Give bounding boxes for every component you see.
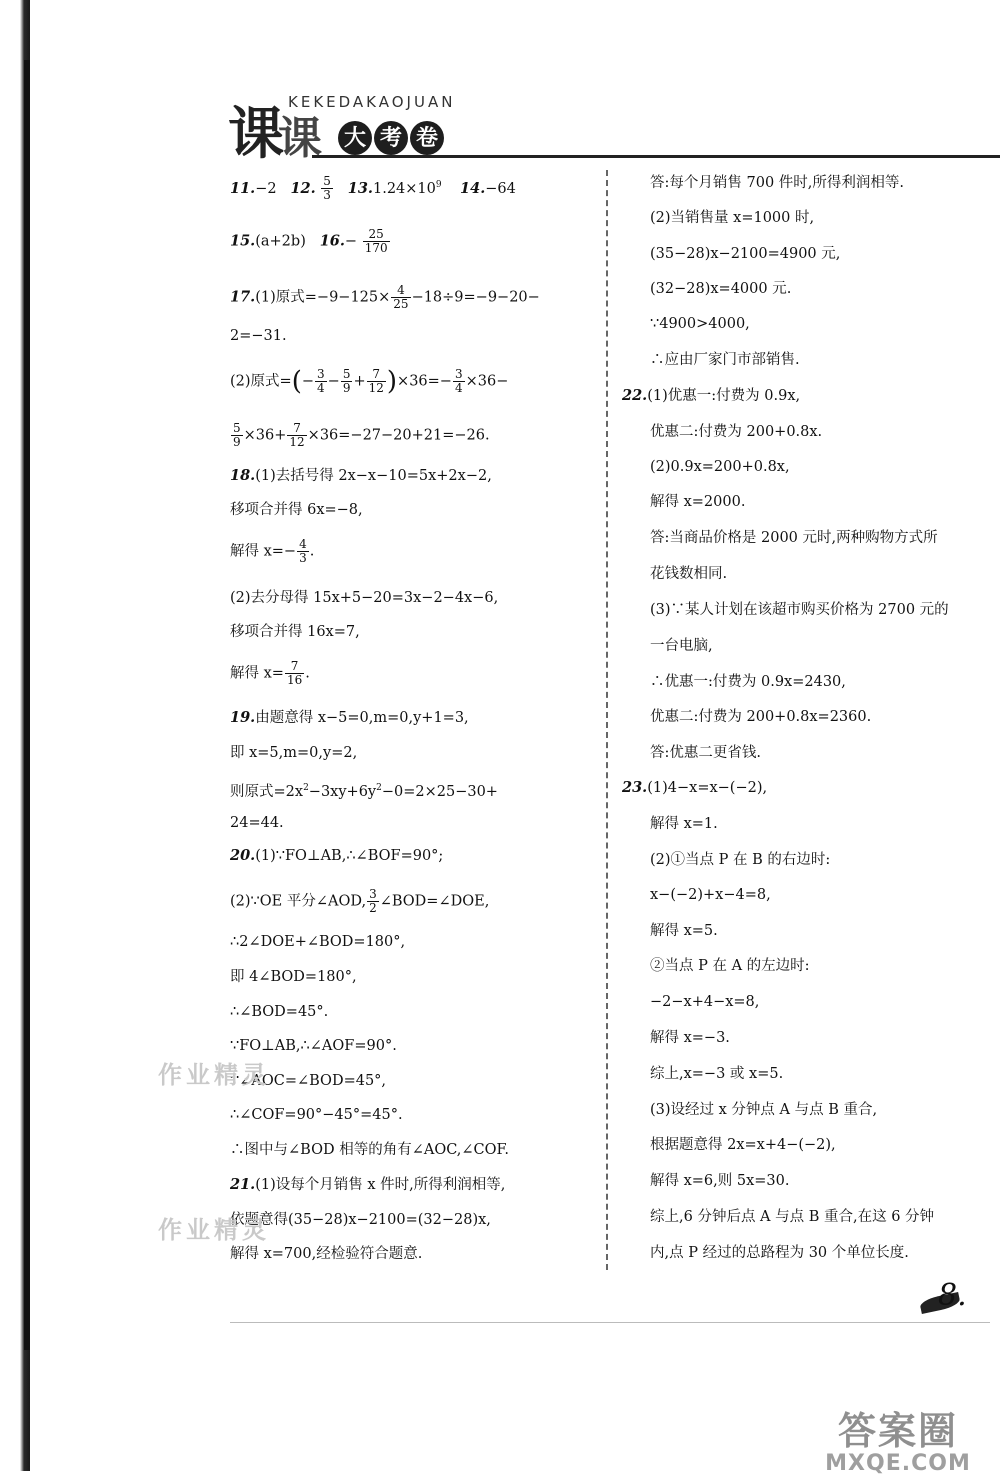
- q13-number: 13.: [347, 179, 373, 197]
- answer-line: [230, 888, 489, 915]
- stamp-watermark: 作业精灵: [158, 1061, 270, 1089]
- numerator: 5: [233, 421, 241, 435]
- text: .: [309, 543, 315, 560]
- fraction: [287, 422, 306, 449]
- text: ×36+: [243, 427, 287, 444]
- fraction: [285, 660, 304, 687]
- answer-line: 答:每个月销售 700 件时,所得利润相等.: [650, 175, 904, 191]
- column-divider: [606, 170, 608, 1270]
- answer-line: [230, 422, 490, 449]
- scan-edge: [0, 0, 30, 1471]
- denominator: 16: [286, 673, 303, 687]
- q15-answer: (a+2b): [255, 233, 306, 250]
- exponent: 2: [303, 783, 309, 793]
- text: (1)设每个月销售 x 件时,所得利润相等,: [255, 1177, 506, 1193]
- text: −: [327, 373, 340, 390]
- text: (2)∵OE 平分∠AOD,: [230, 893, 367, 910]
- answer-line: (3)设经过 x 分钟点 A 与点 B 重合,: [650, 1102, 878, 1118]
- answer-line: 移项合并得 16x=7,: [230, 624, 360, 640]
- answer-line: 根据题意得 2x=x+4−(−2),: [650, 1137, 836, 1153]
- text: 解得 x=: [230, 665, 284, 682]
- answer-line: [230, 1175, 505, 1195]
- answer-line: [230, 846, 443, 866]
- denominator: 3: [299, 551, 307, 565]
- q20-number: 20.: [230, 847, 256, 864]
- paren: ): [386, 366, 398, 397]
- q13-answer: 1.24×10: [372, 180, 436, 197]
- text: ×36=−: [397, 373, 452, 390]
- answer-line: (3)∵某人计划在该超市购买价格为 2700 元的: [650, 602, 949, 618]
- q21-number: 21.: [230, 1176, 256, 1193]
- answer-line: 解得 x=6,则 5x=30.: [650, 1173, 790, 1189]
- q11-number: 11.: [230, 179, 256, 197]
- answer-line: 即 4∠BOD=180°,: [230, 969, 357, 985]
- answer-line: 优惠二:付费为 200+0.8x=2360.: [650, 709, 872, 725]
- text: −0=2×25−30+: [381, 783, 498, 800]
- denominator: 2: [369, 901, 377, 915]
- answer-line: [230, 660, 310, 687]
- page-number: 8.: [938, 1278, 967, 1313]
- answer-line: 答:当商品价格是 2000 元时,两种购物方式所: [650, 530, 938, 546]
- answer-line: 一台电脑,: [650, 638, 713, 654]
- answer-line: 优惠二:付费为 200+0.8x.: [650, 424, 823, 440]
- q18-number: 18.: [230, 467, 256, 484]
- answer-line: ∵4900>4000,: [650, 316, 750, 332]
- fraction: [391, 284, 410, 311]
- q19-number: 19.: [230, 709, 256, 726]
- text: .: [305, 665, 310, 682]
- answer-line: ∴应由厂家门市部销售.: [650, 352, 800, 368]
- answer-line: [230, 175, 516, 202]
- denominator: 4: [317, 381, 325, 395]
- numerator: 7: [285, 660, 304, 674]
- fraction: [367, 888, 379, 915]
- answer-line: [230, 708, 469, 728]
- answer-line: [622, 778, 767, 798]
- text: ×36−: [465, 373, 509, 390]
- answer-line: 综上,x=−3 或 x=5.: [650, 1066, 784, 1082]
- answer-line: 解得 x=2000.: [650, 494, 746, 510]
- answer-line: −2−x+4−x=8,: [650, 994, 760, 1010]
- text: ∠BOD=∠DOE,: [379, 893, 490, 910]
- text: ×36=−27−20+21=−26.: [307, 427, 490, 444]
- numerator: 3: [369, 887, 377, 901]
- answer-line: 花钱数相同.: [650, 566, 728, 582]
- answer-line: 解得 x=−3.: [650, 1030, 730, 1046]
- denominator: 12: [368, 381, 384, 395]
- answer-line: (32−28)x=4000 元.: [650, 281, 792, 297]
- text: (1)原式=−9−125×: [255, 289, 391, 306]
- text: 解得 x=−: [230, 543, 297, 560]
- q17-number: 17.: [230, 288, 256, 306]
- denominator: 170: [364, 241, 388, 255]
- numerator: 5: [342, 367, 351, 381]
- answer-line: 2=−31.: [230, 328, 287, 344]
- answer-line: ∵∠AOC=∠BOD=45°,: [230, 1073, 387, 1089]
- answer-line: (2)当销售量 x=1000 时,: [650, 210, 815, 226]
- denominator: 9: [342, 381, 351, 395]
- numerator: 7: [367, 368, 386, 382]
- numerator: 3: [317, 367, 325, 381]
- answer-line: (35−28)x−2100=4900 元,: [650, 246, 841, 262]
- q16-number: 16.: [319, 232, 345, 250]
- q22-number: 22.: [622, 387, 648, 404]
- badge-char-3: 卷: [410, 121, 444, 155]
- answer-line: ②当点 P 在 A 的左边时:: [650, 958, 810, 974]
- watermark-cn: 答案圈: [837, 1409, 958, 1453]
- answer-line: ∵FO⊥AB,∴∠AOF=90°.: [230, 1038, 397, 1054]
- denominator: 12: [289, 435, 305, 449]
- answer-line: 综上,6 分钟后点 A 与点 B 重合,在这 6 分钟: [650, 1209, 935, 1225]
- answer-line: ∴2∠DOE+∠BOD=180°,: [230, 934, 406, 950]
- text: (1)优惠一:付费为 0.9x,: [647, 388, 801, 404]
- answer-line: 移项合并得 6x=−8,: [230, 502, 363, 518]
- fraction: [315, 368, 327, 395]
- answer-line: 依题意得(35−28)x−2100=(32−28)x,: [230, 1212, 491, 1228]
- text: +: [353, 373, 366, 390]
- header-rule: [312, 155, 1000, 158]
- answer-line: ∴图中与∠BOD 相等的角有∠AOC,∠COF.: [230, 1142, 509, 1158]
- fraction: [231, 422, 243, 449]
- watermark-url: MXQE.COM: [825, 1451, 971, 1476]
- answer-line: ∴优惠一:付费为 0.9x=2430,: [650, 674, 846, 690]
- answer-line: [230, 284, 540, 311]
- q12-number: 12.: [290, 179, 316, 197]
- fraction: [297, 538, 309, 565]
- fraction: [367, 368, 386, 395]
- fraction: [453, 368, 465, 395]
- q15-number: 15.: [230, 232, 256, 250]
- stamp-watermark: 作业精灵: [158, 1216, 270, 1244]
- denominator: 4: [454, 381, 463, 395]
- text: −3xy+6y: [308, 783, 377, 800]
- answer-line: ∴∠BOD=45°.: [230, 1004, 329, 1020]
- numerator: 3: [454, 367, 463, 381]
- q13-exponent: 9: [435, 180, 442, 190]
- text: −18÷9=−9−20−: [411, 289, 540, 306]
- numerator: 25: [363, 228, 390, 242]
- q16-fraction: [363, 228, 390, 255]
- text: 由题意得 x−5=0,m=0,y+1=3,: [255, 710, 469, 726]
- answer-line: 24=44.: [230, 815, 284, 831]
- answer-line: (2)①当点 P 在 B 的右边时:: [650, 852, 831, 868]
- text: (1)去括号得 2x−x−10=5x+2x−2,: [255, 468, 492, 484]
- answer-line: 内,点 P 经过的总路程为 30 个单位长度.: [650, 1245, 909, 1261]
- brand-latin: KEKEDAKAOJUAN: [288, 93, 456, 111]
- numerator: 4: [391, 284, 410, 298]
- denominator: 25: [393, 297, 409, 311]
- brand-char-1: 课: [228, 101, 278, 167]
- brand-badge: [338, 121, 444, 155]
- scan-shadow: [24, 60, 30, 1350]
- text: −: [301, 373, 315, 390]
- numerator: 5: [323, 174, 331, 189]
- fraction: [341, 368, 353, 395]
- paren: (: [291, 366, 302, 397]
- q12-fraction: [321, 175, 333, 202]
- text: (1)∵FO⊥AB,∴∠BOF=90°;: [255, 848, 444, 864]
- answer-line: [230, 466, 492, 486]
- answer-line: ∴∠COF=90°−45°=45°.: [230, 1107, 403, 1123]
- answer-line: [230, 778, 498, 802]
- q16-sign: −: [344, 233, 358, 250]
- q14-answer: −64: [485, 180, 516, 197]
- answer-line: 解得 x=700,经检验符合题意.: [230, 1246, 423, 1262]
- footer-rule: [230, 1322, 990, 1323]
- badge-char-2: 考: [374, 121, 408, 155]
- answer-line: 答:优惠二更省钱.: [650, 745, 761, 761]
- text: (2)原式=: [230, 373, 292, 390]
- exponent: 2: [376, 783, 382, 793]
- q23-number: 23.: [622, 779, 648, 796]
- answer-line: 解得 x=1.: [650, 816, 718, 832]
- denominator: 9: [233, 435, 241, 449]
- answer-line: [230, 368, 508, 395]
- site-watermark: [808, 1400, 988, 1476]
- answer-line: (2)去分母得 15x+5−20=3x−2−4x−6,: [230, 590, 499, 606]
- answer-line: 即 x=5,m=0,y=2,: [230, 745, 358, 761]
- badge-char-1: 大: [338, 121, 372, 155]
- answer-line: [230, 228, 391, 255]
- answer-line: (2)0.9x=200+0.8x,: [650, 459, 790, 475]
- answer-line: x−(−2)+x−4=8,: [650, 887, 771, 903]
- page-header: [228, 85, 998, 165]
- brand-char-2: 课: [278, 113, 316, 164]
- q11-answer: −2: [255, 180, 277, 197]
- q14-number: 14.: [460, 179, 486, 197]
- text: (1)4−x=x−(−2),: [647, 780, 768, 796]
- denominator: 3: [323, 188, 331, 203]
- answer-line: [622, 386, 800, 406]
- text: 则原式=2x: [230, 783, 304, 800]
- answer-line: 解得 x=5.: [650, 923, 718, 939]
- answer-line: [230, 538, 314, 565]
- numerator: 7: [287, 422, 306, 436]
- numerator: 4: [299, 537, 307, 551]
